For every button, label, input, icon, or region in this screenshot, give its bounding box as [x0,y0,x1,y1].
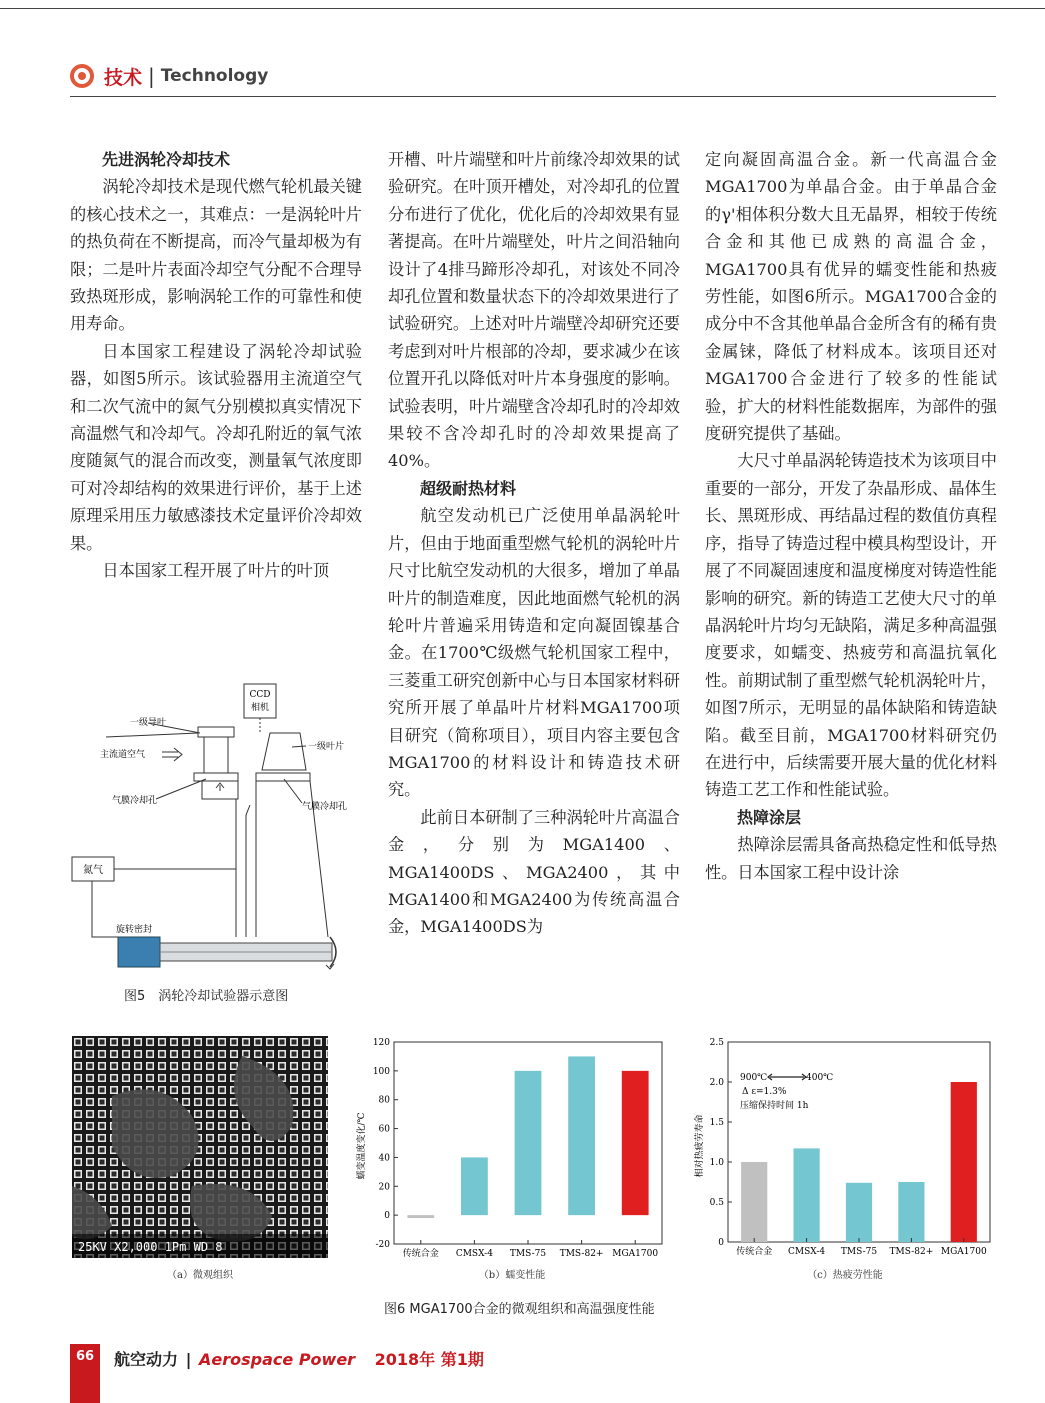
y-tick-label: 2.5 [709,1038,724,1048]
x-tick-label: CMSX-4 [788,1247,826,1257]
paragraph: 大尺寸单晶涡轮铸造技术为该项目中重要的一部分，开发了杂晶形成、晶体生长、黑斑形成、再结晶过程的数值仿真程序，指导了铸造过程中模具构型设计，开展了不同凝固速度和温度梯度对铸造性能影响的研究。新的铸造工艺使大尺寸的单晶涡轮叶片均匀无缺陷，满足多种高温强度要求，如蠕变、热疲劳和高温抗氧化性。前期试制了重型燃气轮机涡轮叶片，如图7所示，无明显的晶体缺陷和铸造缺陷。截至目前，MGA1700材料研究仍在进行中，后续需要开展大量的优化材料铸造工艺工作和性能试验。 [705,451,997,800]
label-guide-vane: 一级导叶 [130,718,167,728]
x-tick-label: MGA1700 [612,1249,659,1259]
x-tick-label: TMS-82+ [889,1247,934,1257]
chart-c-annotation-temp-high: 900℃ [740,1073,768,1083]
x-tick-label: TMS-75 [840,1247,878,1257]
y-tick-label: 120 [372,1038,390,1048]
label-ccd: CCD [249,690,271,700]
figure-6b-caption: （b）蠕变性能 [478,1270,546,1281]
figure-6c-caption: （c）热疲劳性能 [807,1270,883,1281]
journal-title-en: Aerospace Power [199,1350,356,1369]
label-main-air: 主流道空气 [100,750,146,760]
footer-journal [114,1347,484,1370]
label-film-hole-left: 气膜冷却孔 [112,796,158,806]
label-blade: 一级叶片 [308,742,345,752]
bar [846,1183,872,1242]
y-tick-label: 100 [372,1066,390,1077]
paragraph: 航空发动机已广泛使用单晶涡轮叶片，但由于地面重型燃气轮机的涡轮叶片尺寸比航空发动机的大很多，增加了单晶叶片的制造难度，因此地面燃气轮机的涡轮叶片普遍采用铸造和定向凝固镍基合金。在1700℃级燃气轮机国家工程中，三菱重工研究创新中心与日本国家材料研究所开展了单晶叶片材料MGA1700项目研究（简称项目），项目内容主要包含MGA1700的材料设计和铸造技术研究。 [388,506,680,800]
section-title-en: Technology [160,66,269,86]
y-tick-label: 40 [378,1153,390,1164]
chart-c-annotation-strain: Δ ε=1.3% [742,1087,787,1097]
y-tick-label: -20 [375,1240,390,1250]
bar [568,1056,595,1215]
figure-6b-creep-chart [352,1034,672,1264]
y-tick-label: 20 [378,1182,390,1193]
heading-cooling: 先进涡轮冷却技术 [102,150,231,169]
section-separator: | [148,64,155,88]
y-tick-label: 0 [384,1211,390,1222]
bar [898,1182,924,1242]
y-tick-label: 0 [718,1238,724,1248]
y-tick-label: 1.5 [709,1118,724,1128]
y-tick-label: 60 [378,1124,390,1135]
label-camera: 相机 [250,703,270,713]
column-1 [70,146,362,585]
label-nitrogen: 氮气 [83,865,103,876]
y-tick-label: 1.0 [709,1158,724,1168]
journal-issue: 2018年 第1期 [374,1350,484,1369]
paragraph: 定向凝固高温合金。新一代高温合金MGA1700为单晶合金。由于单晶合金的γ'相体积分数大且无晶界，相较于传统合金和其他已成熟的高温合金，MGA1700具有优异的蠕变性能和热疲劳性能，如图6所示。MGA1700合金的成分中不含其他单晶合金所含有的稀有贵金属铼，降低了材料成本。该项目还对MGA1700合金进行了较多的性能试验，扩大的材料性能数据库，为部件的强度研究提供了基础。 [705,150,997,444]
section-title-cn: 技术 [104,66,143,89]
paragraph: 日本国家工程建设了涡轮冷却试验器，如图5所示。该试验器用主流道空气和二次气流中的氮气分别模拟真实情况下高温燃气和冷却气。冷却孔附近的氧气浓度随氮气的混合而改变，测量氧气浓度即可对冷却结构的效果进行评价，基于上述原理采用压力敏感漆技术定量评价冷却效果。 [70,341,362,553]
bar [951,1082,977,1242]
chart-c-annotation-arrow [768,1074,806,1080]
figure-6-caption: 图6 MGA1700合金的微观组织和高温强度性能 [384,1302,655,1317]
paragraph: 日本国家工程开展了叶片的叶顶 [102,561,330,581]
chart-b-ylabel: 蠕变温度变化/℃ [357,1112,367,1180]
section-logo-icon [70,64,94,88]
journal-separator: | [185,1350,192,1369]
x-tick-label: TMS-82+ [559,1249,604,1259]
label-film-hole-right: 气膜冷却孔 [302,802,348,812]
x-tick-label: CMSX-4 [455,1249,493,1259]
heading-coating: 热障涂层 [737,807,802,827]
x-tick-label: TMS-75 [509,1249,547,1259]
bar [407,1215,434,1218]
x-tick-label: 传统合金 [736,1247,773,1257]
paragraph: 热障涂层需具备高热稳定性和低导热性。日本国家工程中设计涂 [705,835,997,882]
y-tick-label: 80 [378,1095,390,1106]
y-tick-label: 2.0 [709,1078,724,1088]
column-3 [705,146,997,886]
paragraph: 此前日本研制了三种涡轮叶片高温合金，分别为MGA1400、MGA1400DS、MGA2400，其中MGA1400和MGA2400为传统高温合金，MGA1400DS为 [388,807,680,937]
figure-5-caption: 图5 涡轮冷却试验器示意图 [124,989,289,1004]
paragraph: 涡轮冷却技术是现代燃气轮机最关键的核心技术之一，其难点：一是涡轮叶片的热负荷在不断提高，而冷气量却极为有限；二是叶片表面冷却空气分配不合理导致热斑形成，影响涡轮工作的可靠性和使用寿命。 [70,177,362,334]
bar [515,1071,542,1215]
y-tick-label: 0.5 [709,1198,724,1208]
x-tick-label: MGA1700 [940,1247,987,1257]
journal-title-cn: 航空动力 [114,1350,179,1369]
paragraph: 开槽、叶片端壁和叶片前缘冷却效果的试验研究。在叶顶开槽处，对冷却孔的位置分布进行了优化，优化后的冷却效果有显著提高。在叶片端壁处，叶片之间沿轴向设计了4排马蹄形冷却孔，对该处不同冷却孔位置和数量状态下的冷却效果进行了试验研究。上述对叶片端壁冷却研究还要考虑到对叶片根部的冷却，要求减少在该位置开孔以降低对叶片本身强度的影响。试验表明，叶片端壁含冷却孔时的冷却效果较不含冷却孔时的冷却效果提高了40%。 [388,150,680,471]
bar [622,1071,649,1215]
column-2 [388,146,680,941]
label-seal: 旋转密封 [116,925,153,935]
bar [794,1148,820,1242]
section-header [70,58,268,94]
top-border [0,8,1045,9]
bar [741,1162,767,1242]
chart-c-annotation-hold: 压缩保持时间 1h [740,1101,809,1111]
figure-6a-caption: （a）微观组织 [167,1270,233,1281]
chart-c-annotation-temp-low: 400℃ [806,1073,834,1083]
figure-5-diagram [70,675,370,975]
header-rule [70,96,996,97]
chart-c-ylabel: 相对热疲劳寿命 [695,1114,705,1178]
page-number: 66 [75,1349,95,1364]
bar [461,1157,488,1215]
figure-6a-sem-image [72,1036,328,1258]
figure-6c-fatigue-chart [690,1034,1000,1264]
x-tick-label: 传统合金 [402,1249,439,1259]
sem-overlay-text: 25KV X2,000 1Pm WD 8 [78,1240,223,1254]
heading-materials: 超级耐热材料 [420,478,517,498]
